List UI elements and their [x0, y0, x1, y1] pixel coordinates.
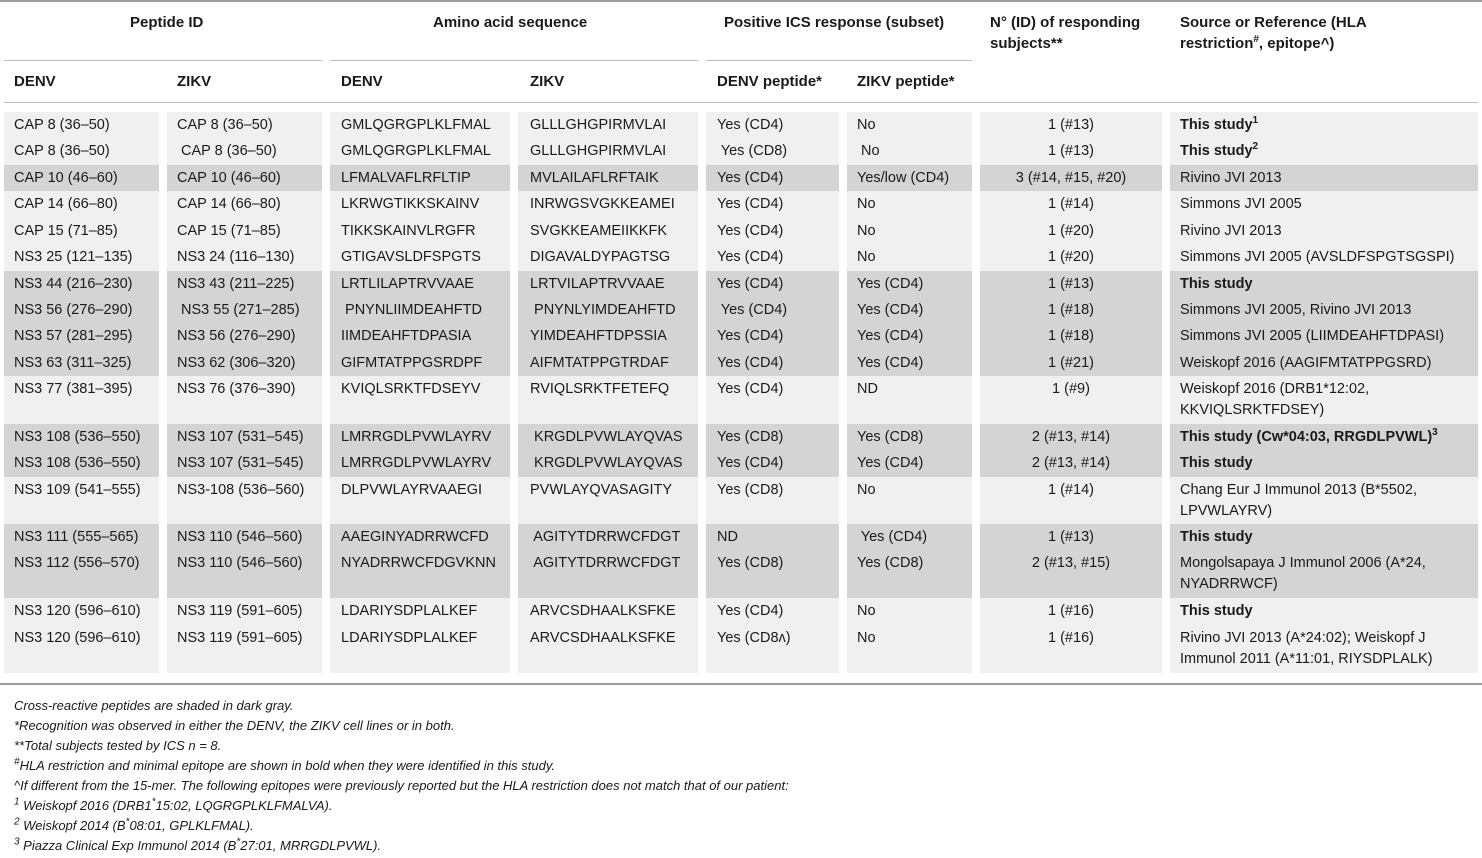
- subheader-zikv-seq: ZIKV: [530, 73, 565, 90]
- table-cell-denv-pep: Yes (CD8ʌ): [717, 630, 791, 646]
- table-cell-zikv-id: NS3 107 (531–545): [177, 429, 304, 445]
- footnote-total-subjects: **Total subjects tested by ICS n = 8.: [14, 738, 222, 753]
- table-cell-denv-seq: AAEGINYADRRWCFD: [341, 529, 489, 545]
- table-cell-zikv-seq: INRWGSVGKKEAMEI: [530, 196, 675, 212]
- table-cell-denv-id: NS3 56 (276–290): [14, 302, 133, 318]
- source-footnote-sup: 1: [1252, 115, 1259, 127]
- table-cell-zikv-pep: Yes (CD4): [857, 328, 924, 344]
- table-cell-zikv-pep: No: [857, 603, 876, 619]
- table-cell-denv-pep: Yes (CD4): [717, 249, 784, 265]
- table-cell-denv-seq: GMLQGRGPLKLFMAL: [341, 117, 491, 133]
- table-cell-denv-id: NS3 57 (281–295): [14, 328, 133, 344]
- table-cell-denv-pep: Yes (CD4): [717, 276, 784, 292]
- table-cell-denv-pep: Yes (CD4): [717, 455, 784, 471]
- subheader-zikv-peptide: ZIKV peptide*: [857, 73, 955, 90]
- source-text: This study: [1180, 455, 1253, 471]
- table-cell-denv-seq: PNYNLIIMDEAHFTD: [341, 302, 482, 318]
- footnote-ref-1-text-a: Weiskopf 2016 (DRB1: [19, 798, 152, 813]
- source-text: Rivino JVI 2013 (A*24:02); Weiskopf J: [1180, 630, 1426, 646]
- rule-header-bottom: [4, 102, 1478, 103]
- footnote-ref-2-text-a: Weiskopf 2014 (B: [19, 818, 126, 833]
- table-cell-zikv-seq: DIGAVALDYPAGTSG: [530, 249, 671, 265]
- table-cell-zikv-pep: No: [857, 630, 876, 646]
- table-cell-src: [1180, 221, 1282, 242]
- table-cell-zikv-id: CAP 10 (46–60): [177, 170, 281, 186]
- table-cell-src: [1180, 628, 1433, 670]
- table-cell-n: 1 (#13): [1048, 276, 1094, 292]
- table-cell-denv-seq: GIFMTATPPGSRDPF: [341, 355, 483, 371]
- table-cell-n: 2 (#13, #15): [1031, 555, 1111, 571]
- table-cell-n: 1 (#21): [1048, 355, 1094, 371]
- table-cell-n: 1 (#16): [1048, 630, 1094, 646]
- source-text: Mongolsapaya J Immunol 2006 (A*24,: [1180, 555, 1426, 571]
- table-cell-zikv-id: NS3 43 (211–225): [177, 276, 295, 292]
- table-cell-zikv-seq: ARVCSDHAALKSFKE: [530, 603, 676, 619]
- source-text: Simmons JVI 2005: [1180, 196, 1302, 212]
- table-cell-zikv-seq: MVLAILAFLRFTAIK: [530, 170, 659, 186]
- table-cell-denv-seq: LMRRGDLPVWLAYRV: [341, 455, 492, 471]
- table-cell-denv-seq: LMRRGDLPVWLAYRV: [341, 429, 492, 445]
- footnote-ref-3-star: *: [236, 836, 241, 848]
- source-text: Simmons JVI 2005 (AVSLDFSPGTSGSPI): [1180, 249, 1455, 265]
- table-cell-src: [1180, 480, 1417, 522]
- table-cell-zikv-pep: Yes (CD8): [857, 555, 924, 571]
- table-cell-n: 1 (#20): [1048, 249, 1094, 265]
- table-cell-n: 1 (#9): [1052, 381, 1090, 397]
- table-cell-denv-seq: DLPVWLAYRVAAEGI: [341, 482, 483, 498]
- table-cell-zikv-pep: ND: [857, 381, 878, 397]
- table-cell-zikv-seq: GLLLGHGPIRMVLAI: [530, 143, 667, 159]
- table-cell-zikv-pep: Yes (CD4): [857, 276, 924, 292]
- table-cell-n: 1 (#18): [1048, 328, 1094, 344]
- header-peptide-id: Peptide ID: [130, 14, 204, 31]
- table-cell-n: 1 (#13): [1048, 117, 1094, 133]
- table-cell-zikv-seq: PNYNLYIMDEAHFTD: [530, 302, 676, 318]
- table-cell-zikv-id: NS3 56 (276–290): [177, 328, 296, 344]
- table-cell-zikv-id: NS3 110 (546–560): [177, 529, 303, 545]
- subheader-denv-peptide: DENV peptide*: [717, 73, 823, 90]
- table-cell-zikv-id: NS3 76 (376–390): [177, 381, 296, 397]
- table-cell-denv-seq: LRTLILAPTRVVAAE: [341, 276, 474, 292]
- table-cell-denv-id: NS3 112 (556–570): [14, 555, 140, 571]
- table-cell-zikv-seq: AIFMTATPPGTRDAF: [530, 355, 669, 371]
- footnote-ref-1: [14, 796, 333, 816]
- header-source-line2: [1180, 33, 1367, 54]
- table-cell-zikv-seq: RVIQLSRKTFETEFQ: [530, 381, 670, 397]
- table-cell-denv-pep: Yes (CD4): [717, 328, 784, 344]
- table-cell-src: [1180, 326, 1444, 347]
- footnote-recognition: *Recognition was observed in either the DENV, the ZIKV cell lines or in both.: [14, 718, 455, 733]
- table-cell-denv-seq: LDARIYSDPLALKEF: [341, 603, 478, 619]
- table-cell-zikv-id: NS3 107 (531–545): [177, 455, 304, 471]
- table-cell-zikv-pep: Yes (CD4): [857, 302, 924, 318]
- table-cell-zikv-pep: Yes (CD4): [857, 529, 928, 545]
- table-cell-denv-id: NS3 109 (541–555): [14, 482, 141, 498]
- table-cell-denv-pep: Yes (CD8): [717, 555, 784, 571]
- table-cell-n: 2 (#13, #14): [1031, 429, 1111, 445]
- table-cell-n: 1 (#14): [1048, 482, 1094, 498]
- table-cell-n: 1 (#18): [1048, 302, 1094, 318]
- table-cell-n: 1 (#13): [1048, 529, 1094, 545]
- table-cell-zikv-pep: No: [857, 117, 876, 133]
- table-cell-denv-id: CAP 10 (46–60): [14, 170, 118, 186]
- table-cell-denv-seq: IIMDEAHFTDPASIA: [341, 328, 472, 344]
- footnote-ref-2-star: *: [125, 816, 130, 828]
- footnote-ref-3-text-a: Piazza Clinical Exp Immunol 2014 (B: [19, 838, 237, 853]
- table-cell-denv-pep: Yes (CD4): [717, 196, 784, 212]
- table-cell-zikv-pep: Yes (CD4): [857, 455, 924, 471]
- table-cell-src: [1180, 194, 1302, 215]
- table-cell-zikv-seq: GLLLGHGPIRMVLAI: [530, 117, 667, 133]
- rule-amino-acid: [330, 60, 698, 61]
- table-cell-denv-pep: Yes (CD4): [717, 381, 784, 397]
- source-text: Chang Eur J Immunol 2013 (B*5502,: [1180, 482, 1417, 498]
- table-cell-denv-seq: LFMALVAFLRFLTIP: [341, 170, 471, 186]
- table-cell-n: 2 (#13, #14): [1031, 455, 1111, 471]
- table-cell-denv-seq: GMLQGRGPLKLFMAL: [341, 143, 491, 159]
- footnote-shading: Cross-reactive peptides are shaded in dark gray.: [14, 698, 294, 713]
- table-cell-denv-id: NS3 108 (536–550): [14, 429, 141, 445]
- table-cell-denv-id: CAP 15 (71–85): [14, 223, 118, 239]
- table-cell-zikv-id: NS3 110 (546–560): [177, 555, 303, 571]
- table-cell-zikv-id: NS3-108 (536–560): [177, 482, 305, 498]
- table-cell-src: [1180, 300, 1411, 321]
- table-cell-zikv-seq: ARVCSDHAALKSFKE: [530, 630, 676, 646]
- table-cell-src: [1180, 553, 1426, 595]
- table-cell-denv-pep: Yes (CD8): [717, 143, 788, 159]
- table-cell-src: [1180, 115, 1258, 136]
- table-cell-src: [1180, 379, 1369, 421]
- table-cell-zikv-seq: LRTVILAPTRVVAAE: [530, 276, 665, 292]
- header-source-line1: Source or Reference (HLA: [1180, 14, 1367, 31]
- table-cell-denv-id: CAP 8 (36–50): [14, 117, 110, 133]
- table-cell-denv-id: NS3 44 (216–230): [14, 276, 133, 292]
- table-cell-denv-id: NS3 63 (311–325): [14, 355, 132, 371]
- table-cell-src: [1180, 247, 1455, 268]
- footnote-ref-2-text-b: 08:01, GPLKLFMAL).: [129, 818, 254, 833]
- table-cell-denv-pep: Yes (CD4): [717, 302, 788, 318]
- table-cell-denv-seq: TIKKSKAINVLRGFR: [341, 223, 476, 239]
- footnote-ref-3: [14, 836, 381, 856]
- source-text: This study (Cw*04:03, RRGDLPVWL): [1180, 429, 1433, 445]
- table-cell-denv-seq: GTIGAVSLDFSPGTS: [341, 249, 481, 265]
- table-cell-denv-id: CAP 14 (66–80): [14, 196, 118, 212]
- header-n-responding-line2: subjects**: [990, 35, 1063, 52]
- table-top-rule: [0, 0, 1482, 2]
- source-text: This study: [1180, 529, 1253, 545]
- table-cell-src: [1180, 453, 1253, 474]
- table-cell-src: [1180, 274, 1253, 295]
- table-cell-denv-seq: NYADRRWCFDGVKNN: [341, 555, 496, 571]
- footnote-ref-2-sup: 2: [14, 816, 20, 828]
- source-text-line2: LPVWLAYRV): [1180, 503, 1273, 519]
- table-cell-denv-id: NS3 108 (536–550): [14, 455, 141, 471]
- table-cell-denv-id: NS3 25 (121–135): [14, 249, 133, 265]
- table-cell-zikv-seq: PVWLAYQVASAGITY: [530, 482, 673, 498]
- table-cell-denv-pep: Yes (CD4): [717, 355, 784, 371]
- table-cell-zikv-pep: No: [857, 223, 876, 239]
- footnote-epitopes: ^If different from the 15-mer. The following epitopes were previously reported but the HLA restriction does not match that of our patient:: [14, 778, 789, 793]
- table-cell-zikv-seq: YIMDEAHFTDPSSIA: [530, 328, 667, 344]
- subheader-zikv-id: ZIKV: [177, 73, 212, 90]
- subheader-denv-seq: DENV: [341, 73, 383, 90]
- header-source-restriction: restriction: [1180, 35, 1254, 52]
- table-cell-denv-pep: Yes (CD8): [717, 482, 784, 498]
- source-text: This study: [1180, 603, 1253, 619]
- table-cell-zikv-seq: AGITYTDRRWCFDGT: [530, 555, 681, 571]
- table-cell-denv-id: NS3 77 (381–395): [14, 381, 133, 397]
- table-cell-zikv-seq: SVGKKEAMEIIKKFK: [530, 223, 667, 239]
- footnote-ref-1-sup: 1: [14, 796, 20, 808]
- table-cell-zikv-seq: AGITYTDRRWCFDGT: [530, 529, 681, 545]
- footnote-hla-bold: [14, 756, 555, 776]
- source-text: This study: [1180, 117, 1253, 133]
- footnote-hla-bold-sup: #: [14, 756, 20, 768]
- source-text-line2: KKVIQLSRKTFDSEY): [1180, 402, 1325, 418]
- table-cell-zikv-seq: KRGDLPVWLAYQVAS: [530, 455, 683, 471]
- table-cell-denv-pep: Yes (CD4): [717, 603, 784, 619]
- table-cell-n: 1 (#20): [1048, 223, 1094, 239]
- source-footnote-sup: 3: [1432, 427, 1438, 439]
- table-cell-zikv-id: CAP 8 (36–50): [177, 143, 277, 159]
- table-cell-zikv-pep: No: [857, 143, 880, 159]
- table-cell-denv-pep: ND: [717, 529, 738, 545]
- source-text: Weiskopf 2016 (AAGIFMTATPPGSRD): [1180, 355, 1432, 371]
- header-amino-acid-sequence: Amino acid sequence: [433, 14, 588, 31]
- table-cell-n: 1 (#16): [1048, 603, 1094, 619]
- table-cell-zikv-pep: Yes (CD4): [857, 355, 924, 371]
- table-cell-denv-id: NS3 111 (555–565): [14, 529, 139, 545]
- footnote-hla-bold-text: HLA restriction and minimal epitope are shown in bold when they were identified in this study.: [19, 758, 556, 773]
- table-cell-zikv-pep: No: [857, 196, 876, 212]
- table-cell-zikv-id: NS3 119 (591–605): [177, 630, 303, 646]
- footnote-ref-2: [14, 816, 254, 836]
- table-cell-n: 1 (#13): [1048, 143, 1094, 159]
- table-cell-src: [1180, 141, 1258, 162]
- source-text: Simmons JVI 2005, Rivino JVI 2013: [1180, 302, 1412, 318]
- footnote-ref-3-text-b: 27:01, MRRGDLPVWL).: [240, 838, 382, 853]
- header-source-epitope: , epitope^): [1258, 35, 1335, 52]
- header-n-responding-line1: N° (ID) of responding: [990, 14, 1141, 31]
- table-cell-denv-id: NS3 120 (596–610): [14, 603, 141, 619]
- table-cell-denv-seq: LDARIYSDPLALKEF: [341, 630, 478, 646]
- table-cell-n: 3 (#14, #15, #20): [1015, 170, 1127, 186]
- table-cell-src: [1180, 527, 1253, 548]
- table-cell-zikv-id: NS3 24 (116–130): [177, 249, 295, 265]
- table-cell-zikv-pep: No: [857, 482, 876, 498]
- source-text: Rivino JVI 2013: [1180, 223, 1282, 239]
- source-text: This study: [1180, 143, 1253, 159]
- header-n-responding: [990, 12, 1140, 54]
- source-text-line2: NYADRRWCF): [1180, 576, 1278, 592]
- table-cell-denv-pep: Yes (CD4): [717, 170, 784, 186]
- source-text: Weiskopf 2016 (DRB1*12:02,: [1180, 381, 1370, 397]
- table-cell-zikv-pep: Yes/low (CD4): [857, 170, 950, 186]
- table-cell-denv-seq: LKRWGTIKKSKAINV: [341, 196, 480, 212]
- table-cell-zikv-pep: No: [857, 249, 876, 265]
- table-cell-src: [1180, 601, 1253, 622]
- rule-peptide-id: [4, 60, 322, 61]
- header-source: [1180, 12, 1367, 54]
- table-cell-denv-seq: KVIQLSRKTFDSEYV: [341, 381, 481, 397]
- table-cell-n: 1 (#14): [1048, 196, 1094, 212]
- table-cell-zikv-id: CAP 14 (66–80): [177, 196, 281, 212]
- source-footnote-sup: 2: [1252, 141, 1259, 153]
- table-cell-zikv-id: NS3 62 (306–320): [177, 355, 296, 371]
- table-cell-denv-id: CAP 8 (36–50): [14, 143, 110, 159]
- footnote-ref-3-sup: 3: [14, 836, 20, 848]
- table-cell-zikv-id: CAP 15 (71–85): [177, 223, 281, 239]
- table-cell-zikv-pep: Yes (CD8): [857, 429, 924, 445]
- subheader-denv-id: DENV: [14, 73, 56, 90]
- table-cell-src: [1180, 353, 1431, 374]
- table-cell-zikv-id: NS3 119 (591–605): [177, 603, 303, 619]
- header-positive-ics: Positive ICS response (subset): [724, 14, 945, 31]
- source-text: Rivino JVI 2013: [1180, 170, 1282, 186]
- table-cell-src: [1180, 427, 1438, 448]
- footnote-ref-1-text-b: 15:02, LQGRGPLKLFMALVA).: [155, 798, 333, 813]
- source-text: Simmons JVI 2005 (LIIMDEAHFTDPASI): [1180, 328, 1445, 344]
- table-cell-zikv-seq: KRGDLPVWLAYQVAS: [530, 429, 683, 445]
- table-cell-denv-pep: Yes (CD8): [717, 429, 784, 445]
- table-cell-src: [1180, 168, 1282, 189]
- source-text-line2: Immunol 2011 (A*11:01, RIYSDPLALK): [1180, 651, 1433, 667]
- footnote-ref-1-star: *: [151, 796, 156, 808]
- table-cell-zikv-id: NS3 55 (271–285): [177, 302, 300, 318]
- header-source-sup: #: [1253, 34, 1259, 45]
- table-cell-denv-pep: Yes (CD4): [717, 117, 784, 133]
- source-text: This study: [1180, 276, 1253, 292]
- table-cell-denv-id: NS3 120 (596–610): [14, 630, 141, 646]
- table-cell-denv-pep: Yes (CD4): [717, 223, 784, 239]
- table-bottom-rule: [0, 683, 1482, 685]
- table-cell-zikv-id: CAP 8 (36–50): [177, 117, 273, 133]
- rule-positive-ics: [706, 60, 972, 61]
